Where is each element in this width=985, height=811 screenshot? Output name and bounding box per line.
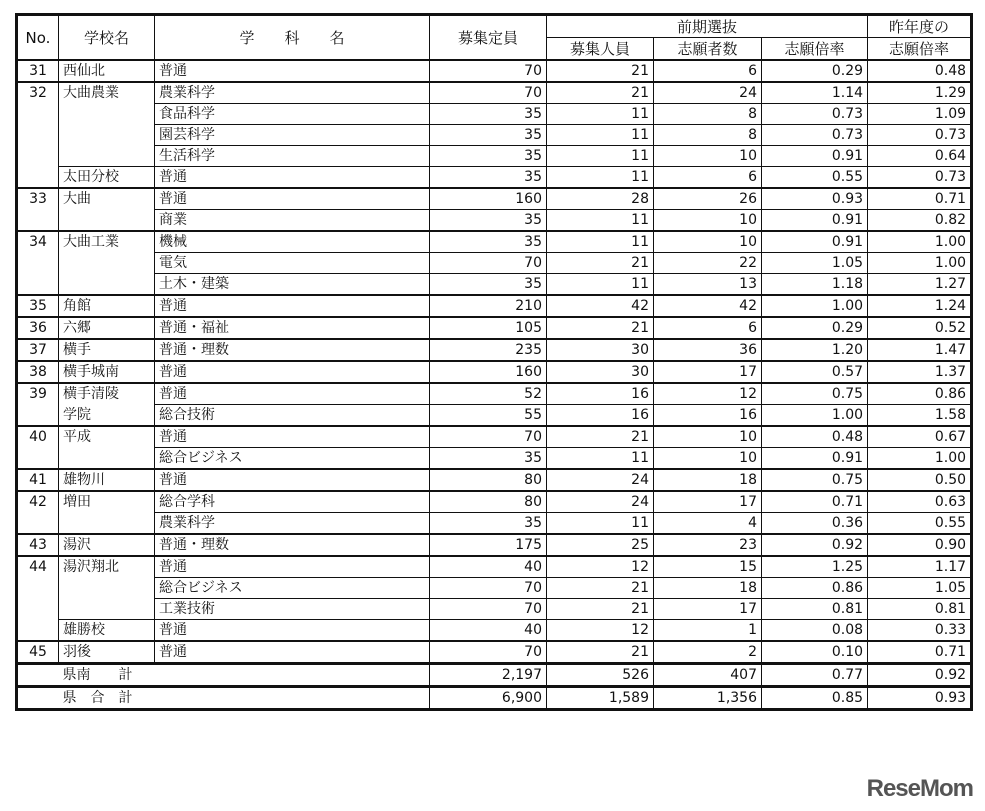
row-school: 羽後: [59, 641, 155, 664]
header-last-year-1: 昨年度の: [868, 15, 972, 38]
row-last-year-ratio: 0.55: [868, 513, 972, 535]
row-quota: 35: [430, 231, 547, 253]
table-row: [17, 146, 972, 167]
row-last-year-ratio: 1.00: [868, 253, 972, 274]
table-row: [17, 405, 972, 427]
row-last-year-ratio: 1.47: [868, 339, 972, 361]
row-applicants: 36: [654, 339, 762, 361]
row-no: 43: [17, 534, 59, 556]
row-department: 普通: [155, 60, 430, 82]
row-no: [17, 167, 59, 189]
row-quota: 235: [430, 339, 547, 361]
row-quota: 35: [430, 448, 547, 470]
row-school: 湯沢: [59, 534, 155, 556]
row-department: 総合技術: [155, 405, 430, 427]
row-recruit: 21: [547, 578, 654, 599]
row-ratio: 1.18: [762, 274, 868, 296]
header-ratio: 志願倍率: [762, 38, 868, 61]
row-quota: 55: [430, 405, 547, 427]
row-recruit: 21: [547, 599, 654, 620]
row-department: 普通・理数: [155, 534, 430, 556]
row-last-year-ratio: 0.52: [868, 317, 972, 339]
row-no: 42: [17, 491, 59, 513]
row-school: 大曲: [59, 188, 155, 210]
row-applicants: 10: [654, 448, 762, 470]
row-department: 普通: [155, 620, 430, 642]
row-ratio: 1.25: [762, 556, 868, 578]
row-applicants: 15: [654, 556, 762, 578]
row-ratio: 0.91: [762, 448, 868, 470]
row-department: 普通: [155, 641, 430, 664]
table-row: [17, 620, 972, 642]
row-quota: 70: [430, 641, 547, 664]
row-ratio: 0.91: [762, 231, 868, 253]
row-recruit: 21: [547, 641, 654, 664]
row-no: [17, 599, 59, 620]
row-no: 45: [17, 641, 59, 664]
table-row: [17, 513, 972, 535]
row-ratio: 0.48: [762, 426, 868, 448]
row-ratio: 0.29: [762, 60, 868, 82]
row-applicants: 23: [654, 534, 762, 556]
row-ratio: 0.57: [762, 361, 868, 383]
row-department: 電気: [155, 253, 430, 274]
row-ratio: 0.91: [762, 146, 868, 167]
row-recruit: 11: [547, 513, 654, 535]
row-school: 横手清陵: [59, 383, 155, 405]
row-quota: 70: [430, 60, 547, 82]
row-last-year-ratio: 0.64: [868, 146, 972, 167]
row-recruit: 11: [547, 146, 654, 167]
row-applicants: 17: [654, 599, 762, 620]
total-recruit: 526: [547, 664, 654, 687]
row-last-year-ratio: 1.00: [868, 448, 972, 470]
row-department: 総合ビジネス: [155, 448, 430, 470]
row-quota: 35: [430, 210, 547, 232]
row-quota: 70: [430, 253, 547, 274]
row-ratio: 0.10: [762, 641, 868, 664]
row-last-year-ratio: 0.71: [868, 188, 972, 210]
row-ratio: 0.75: [762, 469, 868, 491]
row-recruit: 11: [547, 125, 654, 146]
row-applicants: 18: [654, 578, 762, 599]
row-recruit: 21: [547, 253, 654, 274]
table-row: [17, 82, 972, 104]
row-recruit: 42: [547, 295, 654, 317]
row-school: 平成: [59, 426, 155, 448]
row-no: [17, 448, 59, 470]
row-last-year-ratio: 0.50: [868, 469, 972, 491]
row-department: 農業科学: [155, 82, 430, 104]
table-row: [17, 361, 972, 383]
row-no: 38: [17, 361, 59, 383]
row-department: 園芸科学: [155, 125, 430, 146]
total-blank: [17, 664, 59, 687]
row-school: 横手: [59, 339, 155, 361]
header-recruit: 募集人員: [547, 38, 654, 61]
row-department: 生活科学: [155, 146, 430, 167]
row-school: [59, 253, 155, 274]
row-quota: 35: [430, 167, 547, 189]
row-recruit: 21: [547, 60, 654, 82]
row-school: [59, 599, 155, 620]
row-quota: 40: [430, 620, 547, 642]
row-school: 太田分校: [59, 167, 155, 189]
row-ratio: 0.93: [762, 188, 868, 210]
row-last-year-ratio: 1.09: [868, 104, 972, 125]
row-ratio: 0.75: [762, 383, 868, 405]
row-ratio: 1.20: [762, 339, 868, 361]
row-last-year-ratio: 0.82: [868, 210, 972, 232]
row-school: [59, 104, 155, 125]
table-row: [17, 210, 972, 232]
total-row: [17, 664, 972, 687]
row-no: [17, 513, 59, 535]
row-department: 普通: [155, 556, 430, 578]
row-applicants: 6: [654, 317, 762, 339]
row-last-year-ratio: 1.58: [868, 405, 972, 427]
row-school: [59, 146, 155, 167]
row-department: 普通: [155, 383, 430, 405]
table-row: [17, 426, 972, 448]
row-last-year-ratio: 1.24: [868, 295, 972, 317]
row-department: 普通: [155, 167, 430, 189]
row-recruit: 11: [547, 274, 654, 296]
row-applicants: 6: [654, 60, 762, 82]
row-last-year-ratio: 1.00: [868, 231, 972, 253]
header-dept: 学 科 名: [155, 15, 430, 61]
total-blank: [17, 687, 59, 710]
row-recruit: 30: [547, 361, 654, 383]
row-quota: 40: [430, 556, 547, 578]
row-quota: 70: [430, 426, 547, 448]
row-quota: 160: [430, 188, 547, 210]
total-recruit: 1,589: [547, 687, 654, 710]
total-applicants: 1,356: [654, 687, 762, 710]
row-no: 32: [17, 82, 59, 104]
row-recruit: 16: [547, 383, 654, 405]
table-row: [17, 556, 972, 578]
row-last-year-ratio: 0.73: [868, 125, 972, 146]
row-recruit: 11: [547, 167, 654, 189]
table-row: [17, 469, 972, 491]
row-no: [17, 210, 59, 232]
total-row: [17, 687, 972, 710]
table-row: [17, 167, 972, 189]
row-ratio: 0.73: [762, 104, 868, 125]
row-last-year-ratio: 1.17: [868, 556, 972, 578]
row-ratio: 0.36: [762, 513, 868, 535]
row-school: 西仙北: [59, 60, 155, 82]
row-school: [59, 274, 155, 296]
table-row: [17, 188, 972, 210]
row-recruit: 30: [547, 339, 654, 361]
table-row: [17, 339, 972, 361]
total-last-year-ratio: 0.93: [868, 687, 972, 710]
row-last-year-ratio: 0.67: [868, 426, 972, 448]
row-applicants: 18: [654, 469, 762, 491]
row-last-year-ratio: 0.63: [868, 491, 972, 513]
row-last-year-ratio: 1.27: [868, 274, 972, 296]
row-no: 39: [17, 383, 59, 405]
table-row: [17, 641, 972, 664]
row-applicants: 2: [654, 641, 762, 664]
row-recruit: 11: [547, 104, 654, 125]
row-department: 土木・建築: [155, 274, 430, 296]
row-ratio: 0.73: [762, 125, 868, 146]
row-applicants: 17: [654, 361, 762, 383]
total-label: 県南 計: [59, 664, 430, 687]
table-row: [17, 534, 972, 556]
row-school: [59, 210, 155, 232]
table-row: [17, 231, 972, 253]
table-row: [17, 599, 972, 620]
row-no: [17, 253, 59, 274]
row-department: 普通・理数: [155, 339, 430, 361]
row-no: [17, 146, 59, 167]
resemom-logo: ReseMom: [866, 775, 973, 802]
table-row: [17, 448, 972, 470]
header-last-year-2: 志願倍率: [868, 38, 972, 61]
row-department: 普通: [155, 361, 430, 383]
row-department: 商業: [155, 210, 430, 232]
row-department: 食品科学: [155, 104, 430, 125]
row-ratio: 0.81: [762, 599, 868, 620]
row-ratio: 0.71: [762, 491, 868, 513]
row-quota: 35: [430, 274, 547, 296]
row-recruit: 21: [547, 426, 654, 448]
row-department: 普通: [155, 295, 430, 317]
row-quota: 160: [430, 361, 547, 383]
row-ratio: 0.08: [762, 620, 868, 642]
row-department: 機械: [155, 231, 430, 253]
row-quota: 35: [430, 146, 547, 167]
row-applicants: 13: [654, 274, 762, 296]
table-row: [17, 125, 972, 146]
row-ratio: 1.00: [762, 295, 868, 317]
row-school: 六郷: [59, 317, 155, 339]
row-applicants: 8: [654, 104, 762, 125]
row-no: [17, 125, 59, 146]
row-school: 横手城南: [59, 361, 155, 383]
row-school: [59, 448, 155, 470]
row-no: 31: [17, 60, 59, 82]
row-applicants: 26: [654, 188, 762, 210]
total-quota: 6,900: [430, 687, 547, 710]
row-recruit: 16: [547, 405, 654, 427]
row-quota: 80: [430, 491, 547, 513]
row-recruit: 12: [547, 620, 654, 642]
row-school: 角館: [59, 295, 155, 317]
row-applicants: 4: [654, 513, 762, 535]
total-quota: 2,197: [430, 664, 547, 687]
row-department: 工業技術: [155, 599, 430, 620]
row-recruit: 21: [547, 82, 654, 104]
row-department: 普通: [155, 469, 430, 491]
header-early: 前期選抜: [547, 15, 868, 38]
row-no: 40: [17, 426, 59, 448]
row-quota: 80: [430, 469, 547, 491]
row-ratio: 0.86: [762, 578, 868, 599]
row-school: 学院: [59, 405, 155, 427]
row-applicants: 24: [654, 82, 762, 104]
row-applicants: 10: [654, 210, 762, 232]
row-no: [17, 405, 59, 427]
row-applicants: 8: [654, 125, 762, 146]
row-no: 33: [17, 188, 59, 210]
row-applicants: 16: [654, 405, 762, 427]
row-quota: 70: [430, 599, 547, 620]
total-label: 県 合 計: [59, 687, 430, 710]
row-quota: 35: [430, 125, 547, 146]
row-ratio: 1.05: [762, 253, 868, 274]
row-recruit: 12: [547, 556, 654, 578]
header-applicants: 志願者数: [654, 38, 762, 61]
row-quota: 70: [430, 82, 547, 104]
row-last-year-ratio: 1.05: [868, 578, 972, 599]
row-school: [59, 578, 155, 599]
row-applicants: 22: [654, 253, 762, 274]
row-school: 大曲農業: [59, 82, 155, 104]
table-row: [17, 295, 972, 317]
table-row: [17, 253, 972, 274]
row-ratio: 0.29: [762, 317, 868, 339]
row-school: 大曲工業: [59, 231, 155, 253]
row-recruit: 11: [547, 231, 654, 253]
row-last-year-ratio: 0.48: [868, 60, 972, 82]
row-no: 44: [17, 556, 59, 578]
row-applicants: 10: [654, 146, 762, 167]
table-row: [17, 491, 972, 513]
row-no: 41: [17, 469, 59, 491]
row-school: 雄勝校: [59, 620, 155, 642]
row-quota: 70: [430, 578, 547, 599]
row-department: 総合ビジネス: [155, 578, 430, 599]
row-last-year-ratio: 0.73: [868, 167, 972, 189]
row-last-year-ratio: 0.33: [868, 620, 972, 642]
row-recruit: 21: [547, 317, 654, 339]
row-recruit: 28: [547, 188, 654, 210]
table-row: [17, 60, 972, 82]
row-recruit: 11: [547, 448, 654, 470]
row-department: 普通: [155, 426, 430, 448]
total-ratio: 0.85: [762, 687, 868, 710]
row-school: 増田: [59, 491, 155, 513]
row-quota: 105: [430, 317, 547, 339]
row-ratio: 0.92: [762, 534, 868, 556]
table-row: [17, 104, 972, 125]
row-ratio: 0.91: [762, 210, 868, 232]
row-recruit: 25: [547, 534, 654, 556]
table-row: [17, 274, 972, 296]
header-school: 学校名: [59, 15, 155, 61]
row-last-year-ratio: 1.29: [868, 82, 972, 104]
row-department: 農業科学: [155, 513, 430, 535]
row-last-year-ratio: 0.71: [868, 641, 972, 664]
row-department: 総合学科: [155, 491, 430, 513]
row-no: 34: [17, 231, 59, 253]
row-no: [17, 274, 59, 296]
row-school: [59, 513, 155, 535]
row-applicants: 6: [654, 167, 762, 189]
enrollment-table: [15, 13, 973, 711]
row-recruit: 24: [547, 491, 654, 513]
row-department: 普通・福祉: [155, 317, 430, 339]
total-last-year-ratio: 0.92: [868, 664, 972, 687]
row-last-year-ratio: 0.86: [868, 383, 972, 405]
row-no: 36: [17, 317, 59, 339]
row-recruit: 24: [547, 469, 654, 491]
row-no: 37: [17, 339, 59, 361]
row-quota: 35: [430, 513, 547, 535]
row-department: 普通: [155, 188, 430, 210]
row-last-year-ratio: 0.81: [868, 599, 972, 620]
row-no: [17, 620, 59, 642]
table-row: [17, 317, 972, 339]
total-applicants: 407: [654, 664, 762, 687]
row-no: 35: [17, 295, 59, 317]
row-last-year-ratio: 1.37: [868, 361, 972, 383]
table-row: [17, 578, 972, 599]
header-no: No.: [17, 15, 59, 61]
row-applicants: 1: [654, 620, 762, 642]
table-row: [17, 383, 972, 405]
row-ratio: 1.00: [762, 405, 868, 427]
row-applicants: 17: [654, 491, 762, 513]
total-ratio: 0.77: [762, 664, 868, 687]
row-quota: 210: [430, 295, 547, 317]
row-applicants: 42: [654, 295, 762, 317]
row-quota: 175: [430, 534, 547, 556]
row-applicants: 10: [654, 426, 762, 448]
row-ratio: 1.14: [762, 82, 868, 104]
row-school: [59, 125, 155, 146]
header-quota: 募集定員: [430, 15, 547, 61]
row-school: 湯沢翔北: [59, 556, 155, 578]
row-ratio: 0.55: [762, 167, 868, 189]
row-no: [17, 104, 59, 125]
row-no: [17, 578, 59, 599]
row-applicants: 12: [654, 383, 762, 405]
row-recruit: 11: [547, 210, 654, 232]
row-quota: 52: [430, 383, 547, 405]
row-applicants: 10: [654, 231, 762, 253]
row-quota: 35: [430, 104, 547, 125]
row-school: 雄物川: [59, 469, 155, 491]
row-last-year-ratio: 0.90: [868, 534, 972, 556]
